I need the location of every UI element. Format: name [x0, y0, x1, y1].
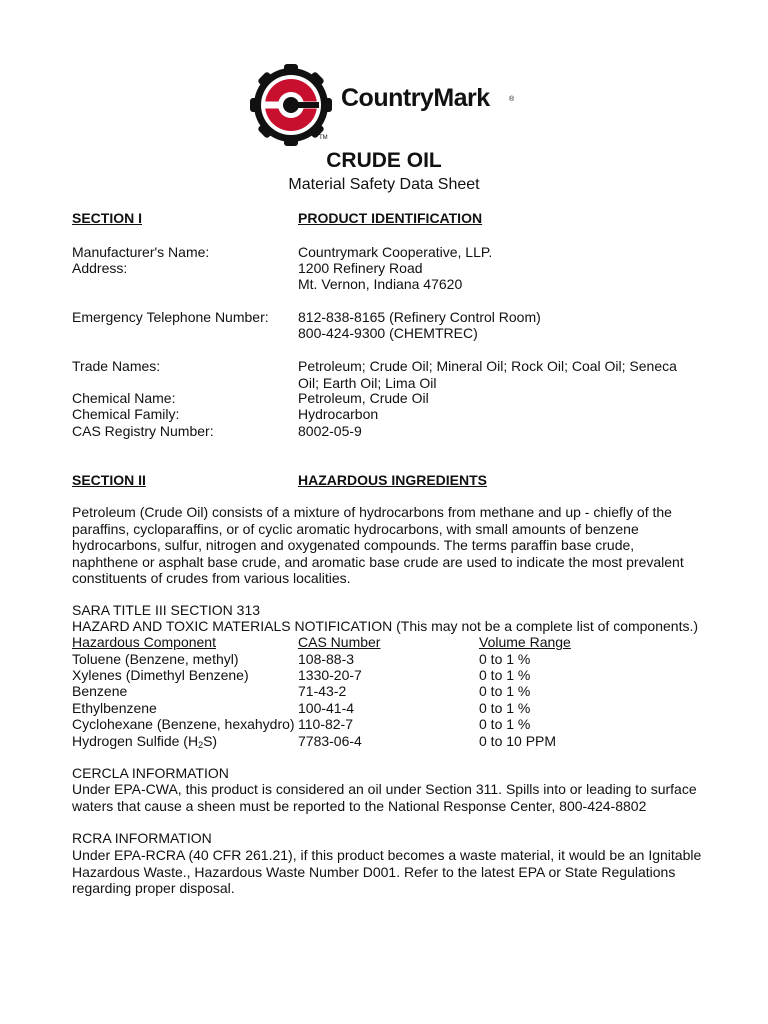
hazard-paragraph: Petroleum (Crude Oil) consists of a mixture of hydrocarbons from methane and up - chiefly of the paraffins, cycloparaffins, or of cyclic aromatic hydrocarbons, with small amounts of benzene hydrocarbons, sulfur, nitrogen and oxygenated compounds. The terms paraffin base crude, naphthene or asphalt base crude, and aromatic base crude are used to indicate the most prevalent constituents of crudes from various localities. — [72, 504, 684, 586]
table-row-cas: 1330-20-7 — [298, 667, 362, 683]
chemical-name-label: Chemical Name: — [72, 390, 176, 406]
table-row-volume: 0 to 1 % — [479, 651, 531, 667]
table-row-component: Xylenes (Dimethyl Benzene) — [72, 667, 249, 683]
chemical-family-label: Chemical Family: — [72, 406, 180, 422]
table-header-cas: CAS Number — [298, 634, 381, 650]
table-row-component: Benzene — [72, 683, 128, 699]
table-header-volume: Volume Range — [479, 634, 571, 650]
gear-seal-icon — [249, 64, 333, 146]
countrymark-logo — [249, 64, 517, 146]
brand-name: CountryMark — [341, 84, 490, 112]
h2s-name: Hydrogen Sulfide (H — [72, 733, 199, 749]
phone-line2: 800-424-9300 (CHEMTREC) — [298, 325, 478, 341]
manufacturer-label: Manufacturer's Name: — [72, 244, 210, 260]
h2s-tail: S) — [203, 733, 218, 749]
chemical-name-value: Petroleum, Crude Oil — [298, 390, 429, 406]
sara-notification: HAZARD AND TOXIC MATERIALS NOTIFICATION (This may not be a complete list of components.) — [72, 618, 699, 634]
table-row-component: Cyclohexane (Benzene, hexahydro) — [72, 716, 295, 732]
rcra-text: Under EPA-RCRA (40 CFR 261.21), if this product becomes a waste material, it would be an Ignitable Hazardous Waste., Hazardous Waste Number D001. Refer to the latest EPA or State Regulations regarding proper disposal. — [72, 847, 702, 896]
cercla-title: CERCLA INFORMATION — [72, 765, 229, 781]
address-label: Address: — [72, 260, 128, 276]
section2-label: SECTION II — [72, 472, 146, 488]
trade-names-label: Trade Names: — [72, 358, 161, 374]
table-header-component: Hazardous Component — [72, 634, 216, 650]
table-row-volume: 0 to 1 % — [479, 667, 531, 683]
document-title: CRUDE OIL — [326, 149, 442, 172]
section2-heading: HAZARDOUS INGREDIENTS — [298, 472, 488, 488]
manufacturer-value: Countrymark Cooperative, LLP. — [298, 244, 493, 260]
table-row-volume: 0 to 1 % — [479, 716, 531, 732]
table-row-volume: 0 to 1 % — [479, 700, 531, 716]
chemical-family-value: Hydrocarbon — [298, 406, 379, 422]
table-row-cas: 100-41-4 — [298, 700, 355, 716]
table-row-component: Toluene (Benzene, methyl) — [72, 651, 239, 667]
cercla-text: Under EPA-CWA, this product is considered an oil under Section 311. Spills into or leading to surface waters that cause a sheen must be reported to the National Response Center, 800-424-8802 — [72, 781, 697, 814]
table-row-component — [72, 733, 217, 750]
section1-label: SECTION I — [72, 210, 143, 226]
address-line2: Mt. Vernon, Indiana 47620 — [298, 276, 463, 292]
table-row-cas: 108-88-3 — [298, 651, 355, 667]
rcra-title: RCRA INFORMATION — [72, 830, 212, 846]
h2s-subscript: 2 — [198, 740, 204, 750]
document-subtitle: Material Safety Data Sheet — [288, 176, 480, 193]
cas-registry-value: 8002-05-9 — [298, 423, 362, 439]
address-line1: 1200 Refinery Road — [298, 260, 423, 276]
phone-line1: 812-838-8165 (Refinery Control Room) — [298, 309, 541, 325]
table-row-cas: 110-82-7 — [298, 716, 354, 732]
trade-names-value: Petroleum; Crude Oil; Mineral Oil; Rock Oil; Coal Oil; Seneca Oil; Earth Oil; Lima Oil — [298, 358, 677, 391]
phone-label: Emergency Telephone Number: — [72, 309, 269, 325]
section1-heading: PRODUCT IDENTIFICATION — [298, 210, 483, 226]
trademark-mark: TM — [319, 135, 328, 141]
sara-title: SARA TITLE III SECTION 313 — [72, 602, 261, 618]
table-row-cas: 7783-06-4 — [298, 733, 362, 749]
registered-mark: ® — [509, 96, 515, 103]
table-row-volume: 0 to 1 % — [479, 683, 531, 699]
table-row-component: Ethylbenzene — [72, 700, 157, 716]
table-row-cas: 71-43-2 — [298, 683, 347, 699]
table-row-volume: 0 to 10 PPM — [479, 733, 557, 749]
cas-registry-label: CAS Registry Number: — [72, 423, 214, 439]
